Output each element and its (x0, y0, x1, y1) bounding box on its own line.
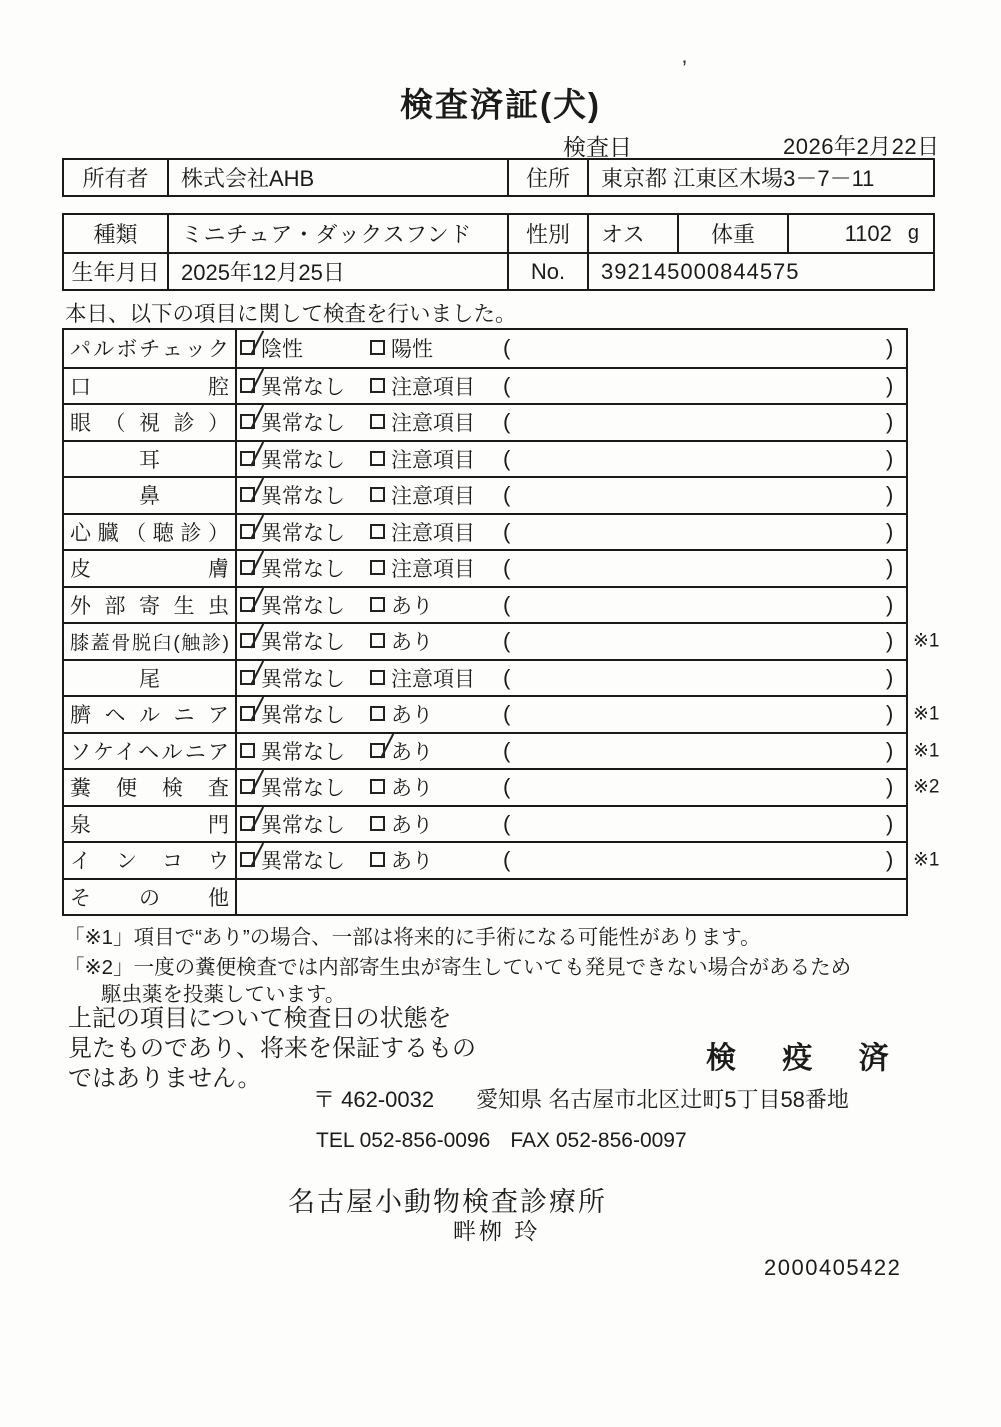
exam-row-content (237, 734, 906, 769)
owner-table (62, 158, 935, 197)
footnote-mark: ※1 (913, 740, 940, 762)
option2-label: あり (391, 740, 433, 764)
exam-row (64, 768, 940, 805)
option2-label: 注意項目 (391, 521, 475, 545)
checkbox-checked-icon (240, 706, 255, 721)
option1-label: 異常なし (261, 448, 345, 472)
checkbox-checked-icon (240, 633, 255, 648)
option2-label: あり (391, 850, 433, 874)
weight-value-cell (787, 215, 933, 252)
birthdate-label: 生年月日 (64, 252, 167, 289)
exam-table (62, 328, 940, 916)
checkbox-unchecked-icon (370, 560, 385, 575)
clinic-address-line (313, 1083, 849, 1114)
exam-item-label: 心臓（聴診） (64, 515, 237, 550)
paren-open: ( (503, 628, 511, 654)
option2-label: あり (391, 777, 433, 801)
exam-row (64, 586, 906, 623)
number-label: No. (507, 252, 587, 289)
paren-close: ) (886, 774, 894, 800)
paren-open: ( (503, 847, 511, 873)
option2-label: あり (391, 704, 433, 728)
checkbox-checked-icon (240, 451, 255, 466)
exam-row-content (237, 330, 906, 367)
exam-row-content (237, 807, 906, 842)
option2-label: 注意項目 (391, 375, 475, 399)
weight-label: 体重 (677, 215, 787, 252)
exam-item-label: 耳 (64, 442, 237, 477)
paren-open: ( (503, 372, 511, 398)
quarantine-stamp: 検 疫 済 (706, 1042, 908, 1075)
checkbox-checked-icon (240, 414, 255, 429)
weight-value: 1102 (844, 220, 892, 246)
paren-close: ) (886, 409, 894, 435)
disclaimer-line-3: ではありません。 (68, 1065, 262, 1092)
checkbox-unchecked-icon (240, 743, 255, 758)
option2-label: 注意項目 (391, 412, 475, 436)
checkbox-unchecked-icon (370, 414, 385, 429)
document-title: 検査済証(犬) (400, 86, 601, 123)
paren-close: ) (886, 591, 894, 617)
paren-open: ( (503, 409, 511, 435)
footnote-mark: ※2 (913, 776, 940, 798)
inspection-date-value: 2026年2月22日 (783, 134, 940, 159)
exam-item-label: 皮膚 (64, 551, 237, 586)
option1-label: 異常なし (261, 375, 345, 399)
exam-item-label: ソケイヘルニア (64, 734, 237, 769)
option2-label: 注意項目 (391, 667, 475, 691)
exam-item-label: 糞便検査 (64, 770, 237, 805)
checkbox-checked-icon (240, 670, 255, 685)
checkbox-unchecked-icon (370, 670, 385, 685)
paren-open: ( (503, 810, 511, 836)
breed-label: 種類 (93, 222, 138, 247)
paren-close: ) (886, 555, 894, 581)
checkbox-checked-icon (240, 378, 255, 393)
exam-row (64, 695, 940, 732)
option1-label: 異常なし (261, 813, 345, 837)
checkbox-unchecked-icon (370, 340, 385, 355)
paren-close: ) (886, 372, 894, 398)
paren-open: ( (503, 664, 511, 690)
exam-row (64, 878, 906, 915)
inspection-date-label: 検査日 (563, 134, 632, 160)
paren-close: ) (886, 847, 894, 873)
exam-item-label: 臍ヘルニア (64, 697, 237, 732)
clinic-fax: FAX 052-856-0097 (510, 1129, 687, 1152)
option1-label: 異常なし (261, 740, 345, 764)
paren-close: ) (886, 482, 894, 508)
option1-label: 異常なし (261, 594, 345, 618)
paren-open: ( (503, 335, 511, 361)
clinic-tel: TEL 052-856-0096 (316, 1129, 491, 1152)
option2-label: 陽性 (391, 338, 433, 362)
option2-label: あり (391, 594, 433, 618)
exam-row-content (237, 515, 906, 550)
birthdate-value: 2025年12月25日 (167, 252, 507, 289)
paren-open: ( (503, 591, 511, 617)
spacer (434, 1083, 476, 1114)
paren-open: ( (503, 737, 511, 763)
paren-open: ( (503, 518, 511, 544)
exam-row (64, 622, 940, 659)
paren-open: ( (503, 774, 511, 800)
exam-row (64, 513, 906, 550)
exam-row (64, 659, 906, 696)
sex-value: オス (587, 215, 677, 252)
option1-label: 異常なし (261, 485, 345, 509)
paren-close: ) (886, 335, 894, 361)
exam-row (64, 732, 940, 769)
checkbox-unchecked-icon (370, 378, 385, 393)
paren-close: ) (886, 445, 894, 471)
exam-row (64, 841, 940, 878)
checkbox-unchecked-icon (370, 451, 385, 466)
exam-item-label: パルボチェック (64, 330, 237, 367)
footnote-mark: ※1 (913, 630, 940, 652)
option1-label: 異常なし (261, 631, 345, 655)
clinic-postal-code: 〒 462-0032 (313, 1087, 435, 1112)
address-value: 東京都 江東区木場3－7－11 (587, 160, 933, 195)
checkbox-checked-icon (240, 524, 255, 539)
paren-open: ( (503, 482, 511, 508)
option2-label: 注意項目 (391, 485, 475, 509)
exam-row-content (237, 661, 906, 696)
disclaimer-line-2: 見たものであり、将来を保証するもの (68, 1035, 476, 1062)
clinic-name: 名古屋小動物検査診療所 (288, 1187, 607, 1217)
exam-item-label: 膝蓋骨脱臼(触診) (64, 624, 237, 659)
exam-row-content (237, 880, 906, 915)
option1-label: 陰性 (261, 338, 303, 362)
serial-number: 2000405422 (764, 1255, 902, 1280)
exam-item-label: その他 (64, 880, 237, 915)
disclaimer-text (68, 1004, 476, 1094)
option2-label: あり (391, 813, 433, 837)
checkbox-checked-icon (240, 560, 255, 575)
checkbox-unchecked-icon (370, 633, 385, 648)
intro-text: 本日、以下の項目に関して検査を行いました。 (65, 302, 517, 326)
paren-close: ) (886, 518, 894, 544)
exam-row-content (237, 770, 906, 805)
footnote-mark: ※1 (913, 849, 940, 871)
checkbox-checked-icon (240, 340, 255, 355)
sex-label: 性別 (507, 215, 587, 252)
exam-item-label: 眼（視診） (64, 405, 237, 440)
veterinarian-name: 畔栁 玲 (453, 1218, 541, 1244)
checkbox-checked-icon (240, 852, 255, 867)
exam-row (64, 367, 906, 404)
scan-artifact: ’ (682, 56, 687, 81)
pet-info-table (62, 213, 935, 291)
option1-label: 異常なし (261, 850, 345, 874)
weight-unit: g (907, 222, 919, 244)
checkbox-checked-icon (240, 779, 255, 794)
footnote-2: 「※2」一度の糞便検査では内部寄生虫が寄生していても発見できない場合があるため (64, 956, 852, 979)
exam-row (64, 476, 906, 513)
option2-label: あり (391, 631, 433, 655)
exam-row-content (237, 478, 906, 513)
paren-close: ) (886, 628, 894, 654)
exam-item-label: インコウ (64, 843, 237, 878)
option1-label: 異常なし (261, 558, 345, 582)
checkbox-unchecked-icon (370, 852, 385, 867)
checkbox-unchecked-icon (370, 597, 385, 612)
paren-close: ) (886, 737, 894, 763)
checkbox-unchecked-icon (370, 487, 385, 502)
checkbox-unchecked-icon (370, 524, 385, 539)
exam-item-label: 鼻 (64, 478, 237, 513)
number-value: 392145000844575 (587, 252, 933, 289)
exam-item-label: 外部寄生虫 (64, 588, 237, 623)
paren-close: ) (886, 701, 894, 727)
exam-row-content (237, 442, 906, 477)
exam-item-label: 口腔 (64, 369, 237, 404)
paren-close: ) (886, 664, 894, 690)
exam-row (64, 805, 906, 842)
exam-row (64, 403, 906, 440)
exam-row-content (237, 624, 906, 659)
exam-row-content (237, 551, 906, 586)
owner-value: 株式会社AHB (167, 160, 507, 195)
checkbox-unchecked-icon (370, 816, 385, 831)
paren-open: ( (503, 701, 511, 727)
exam-row (64, 330, 906, 367)
footnote-1: 「※1」項目で“あり”の場合、一部は将来的に手術になる可能性があります。 (64, 926, 761, 949)
option1-label: 異常なし (261, 777, 345, 801)
option1-label: 異常なし (261, 667, 345, 691)
checkbox-checked-icon (240, 487, 255, 502)
exam-row (64, 440, 906, 477)
checkbox-unchecked-icon (370, 706, 385, 721)
exam-row-content (237, 369, 906, 404)
owner-label: 所有者 (82, 166, 149, 191)
checkbox-checked-icon (240, 816, 255, 831)
exam-row-content (237, 405, 906, 440)
checkbox-checked-icon (370, 743, 385, 758)
footnote-mark: ※1 (913, 703, 940, 725)
exam-row-content (237, 697, 906, 732)
disclaimer-line-1: 上記の項目について検査日の状態を (68, 1005, 452, 1032)
checkbox-checked-icon (240, 597, 255, 612)
address-label: 住所 (507, 160, 587, 195)
exam-row-content (237, 843, 906, 878)
exam-row (64, 549, 906, 586)
paren-close: ) (886, 810, 894, 836)
exam-row-content (237, 588, 906, 623)
exam-item-label: 尾 (64, 661, 237, 696)
option1-label: 異常なし (261, 704, 345, 728)
spacer (490, 1129, 510, 1153)
paren-open: ( (503, 445, 511, 471)
checkbox-unchecked-icon (370, 779, 385, 794)
footnote-2-continued: 駆虫薬を投薬しています。 (101, 983, 346, 1006)
option2-label: 注意項目 (391, 448, 475, 472)
paren-open: ( (503, 555, 511, 581)
breed-value: ミニチュア・ダックスフンド (167, 215, 507, 252)
exam-item-label: 泉門 (64, 807, 237, 842)
option1-label: 異常なし (261, 412, 345, 436)
clinic-address: 愛知県 名古屋市北区辻町5丁目58番地 (476, 1087, 849, 1112)
option2-label: 注意項目 (391, 558, 475, 582)
option1-label: 異常なし (261, 521, 345, 545)
clinic-tel-line (316, 1129, 687, 1153)
